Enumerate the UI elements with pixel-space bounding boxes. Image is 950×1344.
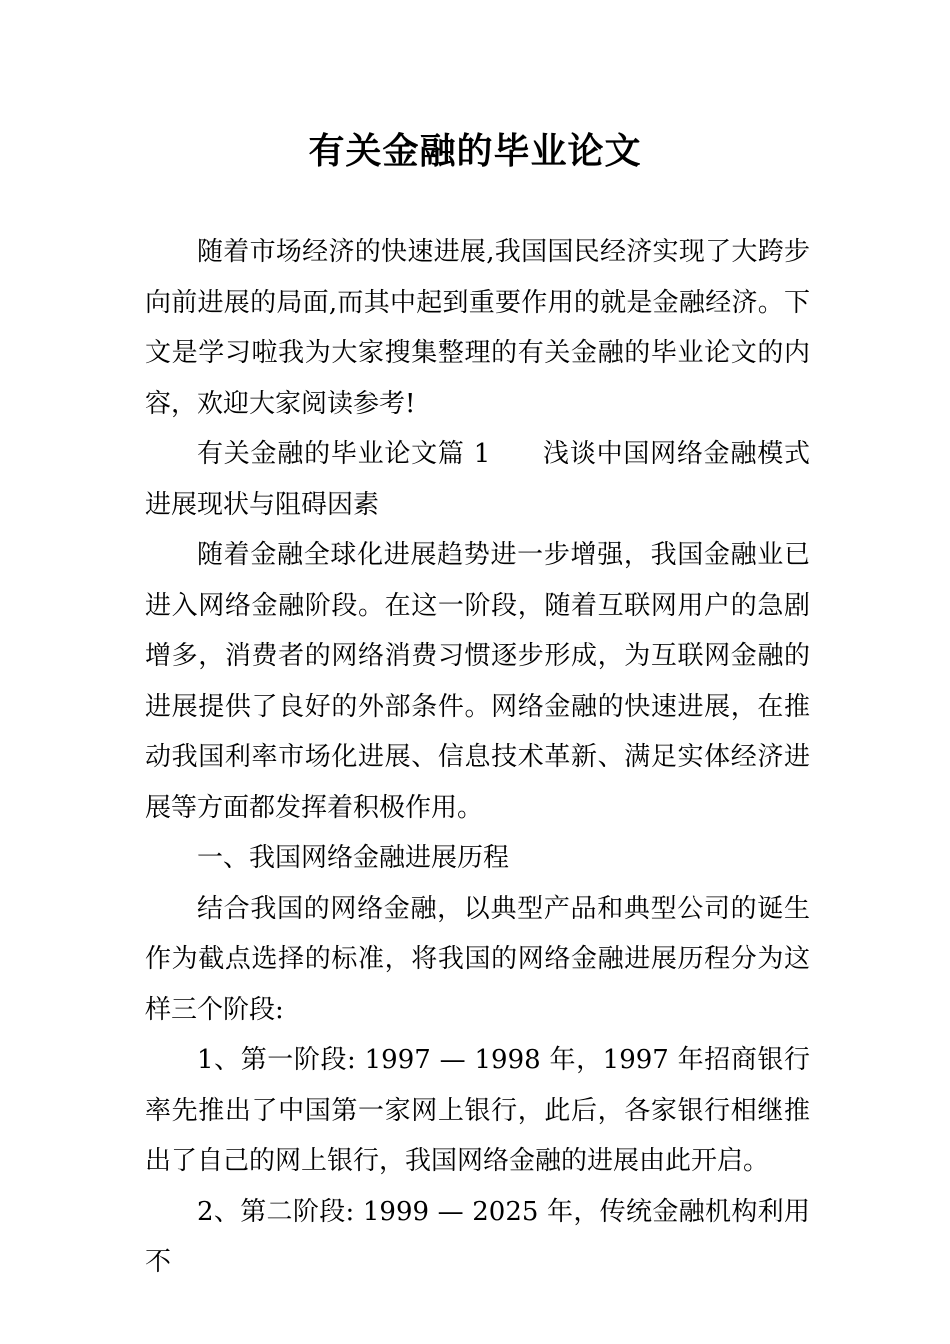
- intro-paragraph: 随着市场经济的快速进展,我国国民经济实现了大跨步向前进展的局面,而其中起到重要作用的就是金融经济。下文是学习啦我为大家搜集整理的有关金融的毕业论文的内容，欢迎大家阅读参考!: [145, 237, 810, 419]
- stage-paragraph: 2、第二阶段: 1999 — 2025 年，传统金融机构利用不: [145, 1196, 810, 1277]
- article-heading-label: 有关金融的毕业论文篇 1: [197, 439, 491, 469]
- body-paragraph: 随着金融全球化进展趋势进一步增强，我国金融业已进入网络金融阶段。在这一阶段，随着互联网用户的急剧增多，消费者的网络消费习惯逐步形成，为互联网金融的进展提供了良好的外部条件。网络金融的快速进展，在推动我国利率市场化进展、信息技术革新、满足实体经济进展等方面都发挥着积极作用。: [145, 540, 810, 823]
- stage-paragraph: 1、第一阶段: 1997 — 1998 年，1997 年招商银行率先推出了中国第一家网上银行，此后，各家银行相继推出了自己的网上银行，我国网络金融的进展由此开启。: [145, 1045, 810, 1176]
- body-paragraph: 结合我国的网络金融，以典型产品和典型公司的诞生作为截点选择的标准，将我国的网络金融进展历程分为这样三个阶段:: [145, 893, 810, 1025]
- document-body: [145, 227, 810, 1288]
- article-heading-subtitle: 浅谈中国网络金融模式进展现状与阻碍因素: [145, 439, 810, 520]
- article-heading: [145, 429, 810, 530]
- section-heading: 一、我国网络金融进展历程: [197, 843, 510, 873]
- document-title: 有关金融的毕业论文: [308, 130, 642, 172]
